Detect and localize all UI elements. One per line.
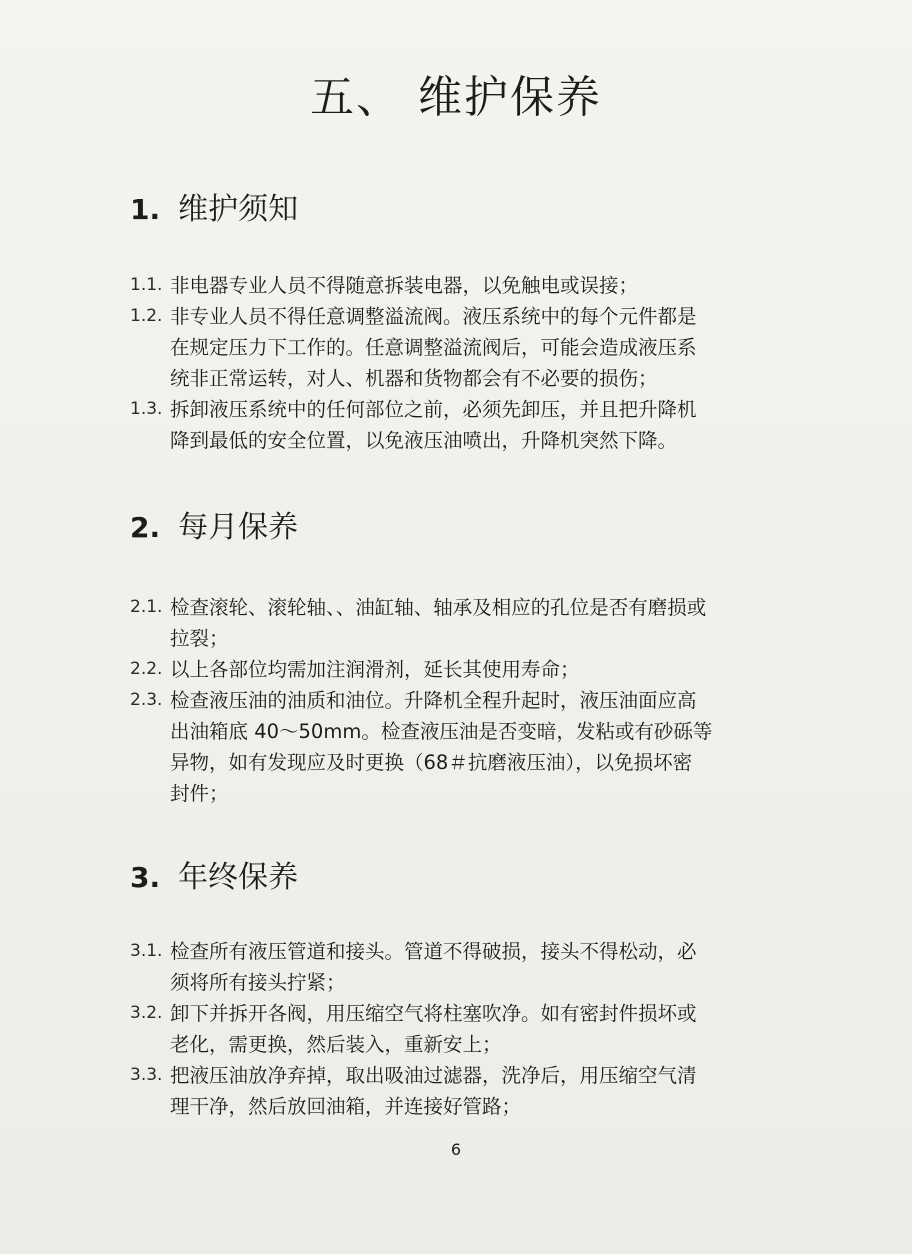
list-item: [130, 592, 830, 654]
item-number: 2.2.: [130, 659, 163, 679]
item-number: 2.3.: [130, 690, 163, 710]
item-text: 拆卸液压系统中的任何部位之前，必须先卸压，并且把升降机 降到最低的安全位置，以免液压油喷出，升降机突然下降。: [170, 398, 697, 452]
item-number: 2.1.: [130, 597, 163, 617]
item-number: 3.1.: [130, 941, 163, 961]
section-annual-maintenance: [130, 858, 830, 898]
item-text: 把液压油放净弃掉，取出吸油过滤器，洗净后，用压缩空气清 理干净，然后放回油箱，并连接好管路；: [170, 1064, 697, 1118]
list-item: [130, 936, 830, 998]
list-item: [130, 270, 830, 301]
section-number: 1.: [130, 193, 161, 226]
item-text: 检查滚轮、滚轮轴、、油缸轴、轴承及相应的孔位是否有磨损或 拉裂；: [170, 596, 707, 650]
section-title: 年终保养: [178, 860, 299, 895]
item-text: 检查所有液压管道和接头。管道不得破损，接头不得松动，必 须将所有接头拧紧；: [170, 940, 697, 994]
section-heading: [130, 858, 830, 898]
list-item: [130, 394, 830, 456]
item-number: 1.3.: [130, 399, 163, 419]
item-number: 3.3.: [130, 1065, 163, 1085]
section-title: 每月保养: [178, 510, 299, 545]
item-text: 以上各部位均需加注润滑剂，延长其使用寿命；: [170, 658, 580, 681]
section-heading: [130, 508, 830, 548]
section-heading: [130, 190, 830, 230]
section-number: 2.: [130, 511, 161, 544]
list-item: [130, 998, 830, 1060]
list-item: [130, 654, 830, 685]
section-1-items: [130, 270, 830, 456]
section-3-items: [130, 936, 830, 1122]
section-2-items: [130, 592, 830, 809]
item-text: 非专业人员不得任意调整溢流阀。液压系统中的每个元件都是 在规定压力下工作的。任意调整溢流阀后，可能会造成液压系 统非正常运转，对人、机器和货物都会有不必要的损伤；: [170, 305, 697, 390]
item-number: 1.2.: [130, 306, 163, 326]
item-number: 3.2.: [130, 1003, 163, 1023]
list-item: [130, 301, 830, 394]
item-text: 卸下并拆开各阀，用压缩空气将柱塞吹净。如有密封件损坏或 老化，需更换，然后装入，重新安上；: [170, 1002, 697, 1056]
page-number: 6: [450, 1140, 462, 1159]
item-text: 非电器专业人员不得随意拆装电器，以免触电或误接；: [170, 274, 639, 297]
section-maintenance-notes: [130, 190, 830, 230]
section-title: 维护须知: [178, 192, 299, 227]
item-text: 检查液压油的油质和油位。升降机全程升起时，液压油面应高 出油箱底 40～50mm。检查液压油是否变暗，发粘或有砂砾等 异物，如有发现应及时更换（68＃抗磨液压油），以免损坏密 封件；: [170, 689, 713, 805]
section-monthly-maintenance: [130, 508, 830, 548]
list-item: [130, 1060, 830, 1122]
item-number: 1.1.: [130, 275, 163, 295]
page-title: 五、 维护保养: [310, 72, 602, 123]
section-number: 3.: [130, 861, 161, 894]
list-item: [130, 685, 830, 809]
